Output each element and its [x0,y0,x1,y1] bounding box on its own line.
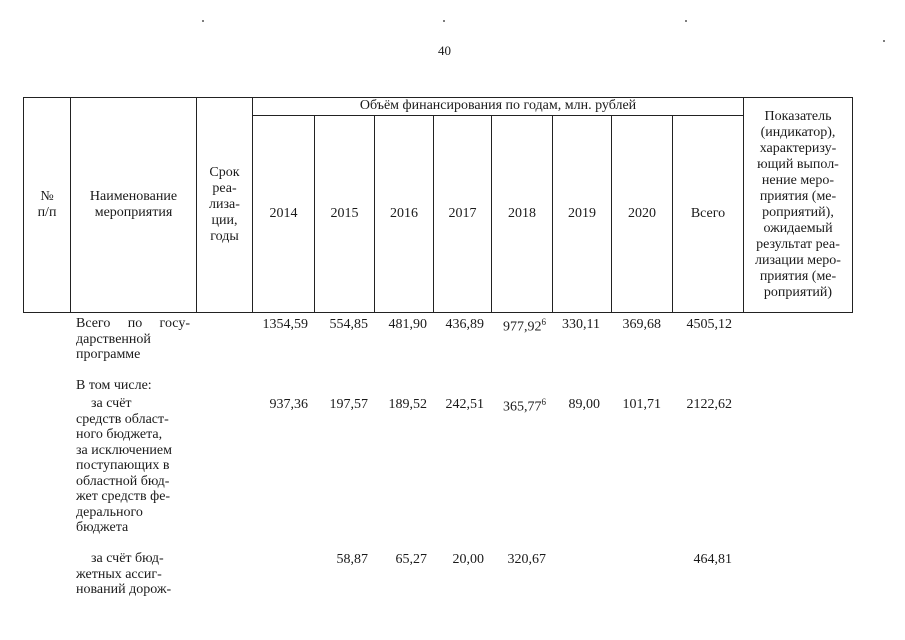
value-text: 365,77 [503,399,542,415]
header-year-2020: 2020 [628,206,656,221]
header-indicator-line: приятия (ме- [759,189,837,204]
header-term-line: Срок [209,164,240,180]
cell-value: 58,87 [336,552,368,567]
cell-value: 65,27 [395,552,427,567]
cell-value: 320,67 [507,552,546,567]
header-term-line: реа- [212,180,237,196]
header-indicator-line: Показатель [764,109,832,124]
row-regional-label [76,396,190,536]
header-indicator-line: характеризу- [759,141,837,156]
header-indicator [744,99,852,311]
cell-value: 242,51 [445,397,484,412]
header-financing: Объём финансирования по годам, млн. рублей [359,98,637,113]
cell-value: 464,81 [693,552,732,567]
header-indicator-line: роприятий), [762,205,834,220]
header-term-line: ции, [211,212,238,228]
header-no [24,97,70,312]
header-year-2018: 2018 [508,206,536,221]
cell-value: 937,36 [269,397,308,412]
header-indicator-line: роприятий) [763,285,833,300]
label-line: дарственной [76,331,151,347]
header-year-2015: 2015 [330,206,359,221]
cell-value: 1354,59 [262,317,308,332]
footnote-mark: 6 [541,317,546,327]
label-line: Всего по госу- [76,316,190,331]
scan-speck [202,20,204,22]
cell-value: 481,90 [388,317,427,332]
scan-speck [685,20,687,22]
label-line: дерального [76,504,143,520]
cell-value: 436,89 [445,317,484,332]
header-indicator-line: нение меро- [761,173,835,188]
label-line: поступающих в [76,458,170,473]
cell-value: 554,85 [329,317,368,332]
cell-value: 2122,62 [686,397,732,412]
label-line: жетных ассиг- [76,566,162,582]
cell-value: 330,11 [562,317,600,332]
header-indicator-line: приятия (ме- [759,269,837,284]
cell-value: 197,57 [329,397,368,412]
row-including-label [76,378,190,394]
table-header [23,97,853,313]
header-indicator-line: ющий выпол- [757,157,839,172]
cell-value: 89,00 [568,397,600,412]
header-year-2019: 2019 [568,206,596,221]
header-indicator-line: результат реа- [756,237,840,252]
header-name-line: мероприятия [94,204,173,220]
label-line: программе [76,347,141,362]
cell-value: 369,68 [622,317,661,332]
label-line: средств област- [76,411,169,427]
header-indicator-line: ожидаемый [763,221,833,236]
label-line: нований дорож- [76,582,172,597]
label-line: бюджета [76,520,129,535]
header-year-2016: 2016 [390,206,418,221]
header-name-line: Наименование [89,188,178,204]
col-border [852,97,853,313]
header-term-line: годы [210,228,239,244]
scan-speck [443,20,445,22]
header-total: Всего [690,206,726,221]
header-term [197,97,252,312]
cell-value: 20,00 [452,552,484,567]
header-year-2014: 2014 [269,206,298,221]
cell-value: 101,71 [622,397,661,412]
header-bottom-border [23,312,853,313]
label-line: за счёт [91,396,132,411]
label-line: областной бюд- [76,473,170,489]
label-line: за исключением [76,442,172,458]
cell-value: 189,52 [388,397,427,412]
header-indicator-line: (индикатор), [760,125,836,140]
header-no-line: № [40,188,54,204]
header-name [71,97,196,312]
page-number: 40 [438,43,451,58]
label-line: за счёт бюд- [91,551,164,566]
header-term-line: лиза- [209,196,240,212]
value-text: 977,92 [503,319,542,335]
row-total-label [76,316,190,363]
label-line: ного бюджета, [76,427,163,442]
scan-speck [883,40,885,42]
row-road-label [76,551,190,598]
label-line: В том числе: [76,378,152,393]
header-year-2017: 2017 [448,206,477,221]
header-no-line: п/п [37,204,57,220]
cell-value: 4505,12 [686,317,732,332]
footnote-mark: 6 [541,397,546,407]
label-line: жет средств фе- [76,489,171,504]
header-indicator-line: лизации меро- [755,253,841,268]
